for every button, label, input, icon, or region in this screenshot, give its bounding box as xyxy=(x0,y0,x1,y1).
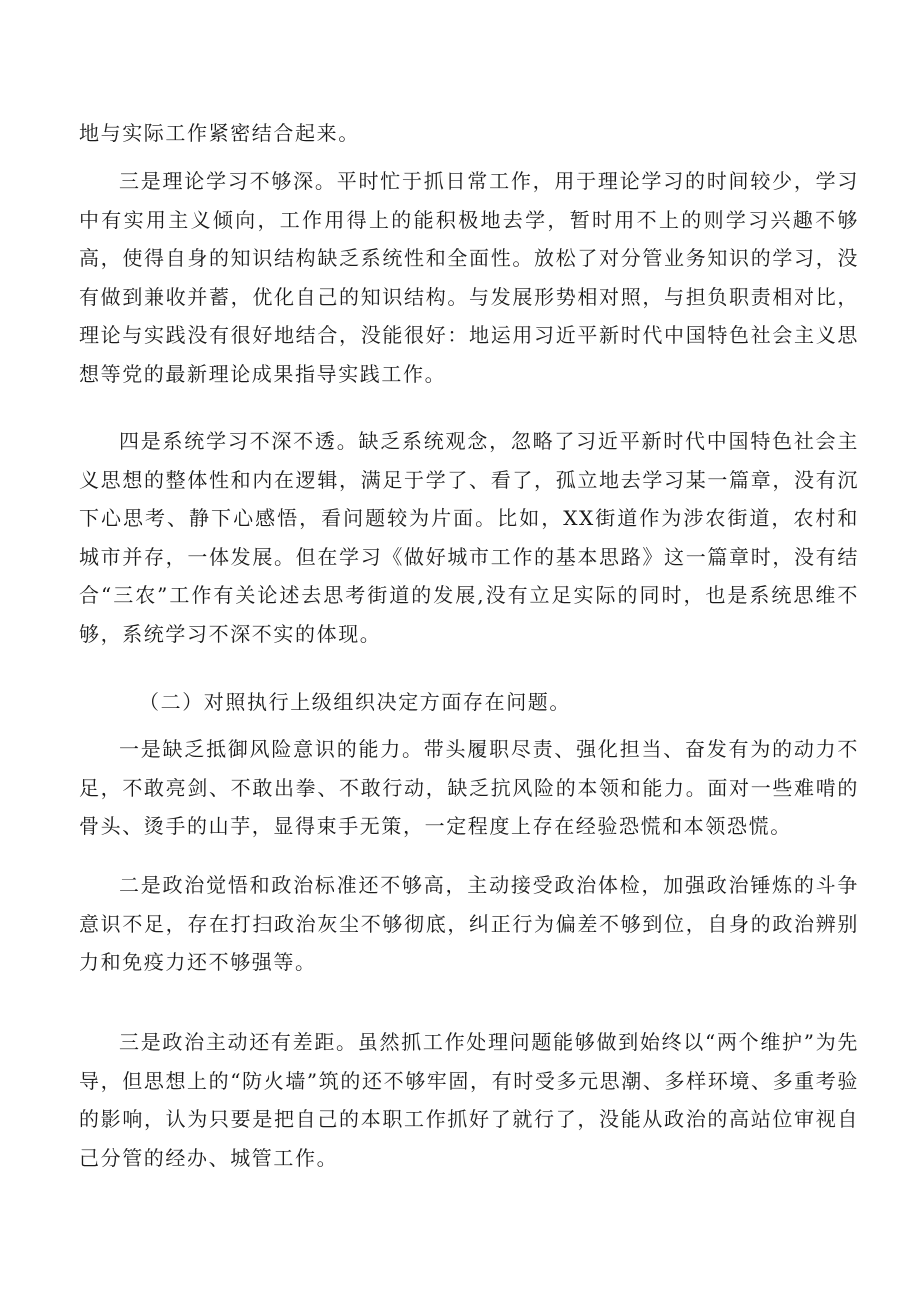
paragraph-political-initiative: 三是政治主动还有差距。虽然抓工作处理问题能够做到始终以“两个维护”为先导，但思想上的“防火墙”筑的还不够牢固，有时受多元思潮、多样环境、多重考验的影响，认为只要是把自己的本职工作抓好了就行了，没能从政治的高站位审视自己分管的经办、城管工作。 xyxy=(79,1030,859,1170)
paragraph-continuation: 地与实际工作紧密结合起来。 xyxy=(79,121,360,145)
paragraph-political-awareness: 二是政治觉悟和政治标准还不够高，主动接受政治体检，加强政治锤炼的斗争意识不足，存在打扫政治灰尘不够彻底，纠正行为偏差不够到位，自身的政治辨别力和免疫力还不够强等。 xyxy=(79,873,859,975)
paragraph-theory-study: 三是理论学习不够深。平时忙于抓日常工作，用于理论学习的时间较少，学习中有实用主义倾向，工作用得上的能积极地去学，暂时用不上的则学习兴趣不够高，使得自身的知识结构缺乏系统性和全面性。放松了对分管业务知识的学习，没有做到兼收并蓄，优化自己的知识结构。与发展形势相对照，与担负职责相对比，理论与实践没有很好地结合，没能很好：地运用习近平新时代中国特色社会主义思想等党的最新理论成果指导实践工作。 xyxy=(79,169,859,386)
paragraph-risk-awareness: 一是缺乏抵御风险意识的能力。带头履职尽责、强化担当、奋发有为的动力不足，不敢亮剑、不敢出拳、不敢行动，缺乏抗风险的本领和能力。面对一些难啃的骨头、烫手的山芋，显得束手无策，一定程度上存在经验恐慌和本领恐慌。 xyxy=(79,737,859,839)
paragraph-systematic-study: 四是系统学习不深不透。缺乏系统观念，忽略了习近平新时代中国特色社会主义思想的整体性和内在逻辑，满足于学了、看了，孤立地去学习某一篇章，没有沉下心思考、静下心感悟，看问题较为片面。比如，XX街道作为涉农街道，农村和城市并存，一体发展。但在学习《做好城市工作的基本思路》这一篇章时，没有结合“三农”工作有关论述去思考街道的发展,没有立足实际的同时，也是系统思维不够，系统学习不深不实的体现。 xyxy=(79,429,859,646)
section-heading-2: （二）对照执行上级组织决定方面存在问题。 xyxy=(139,690,571,714)
